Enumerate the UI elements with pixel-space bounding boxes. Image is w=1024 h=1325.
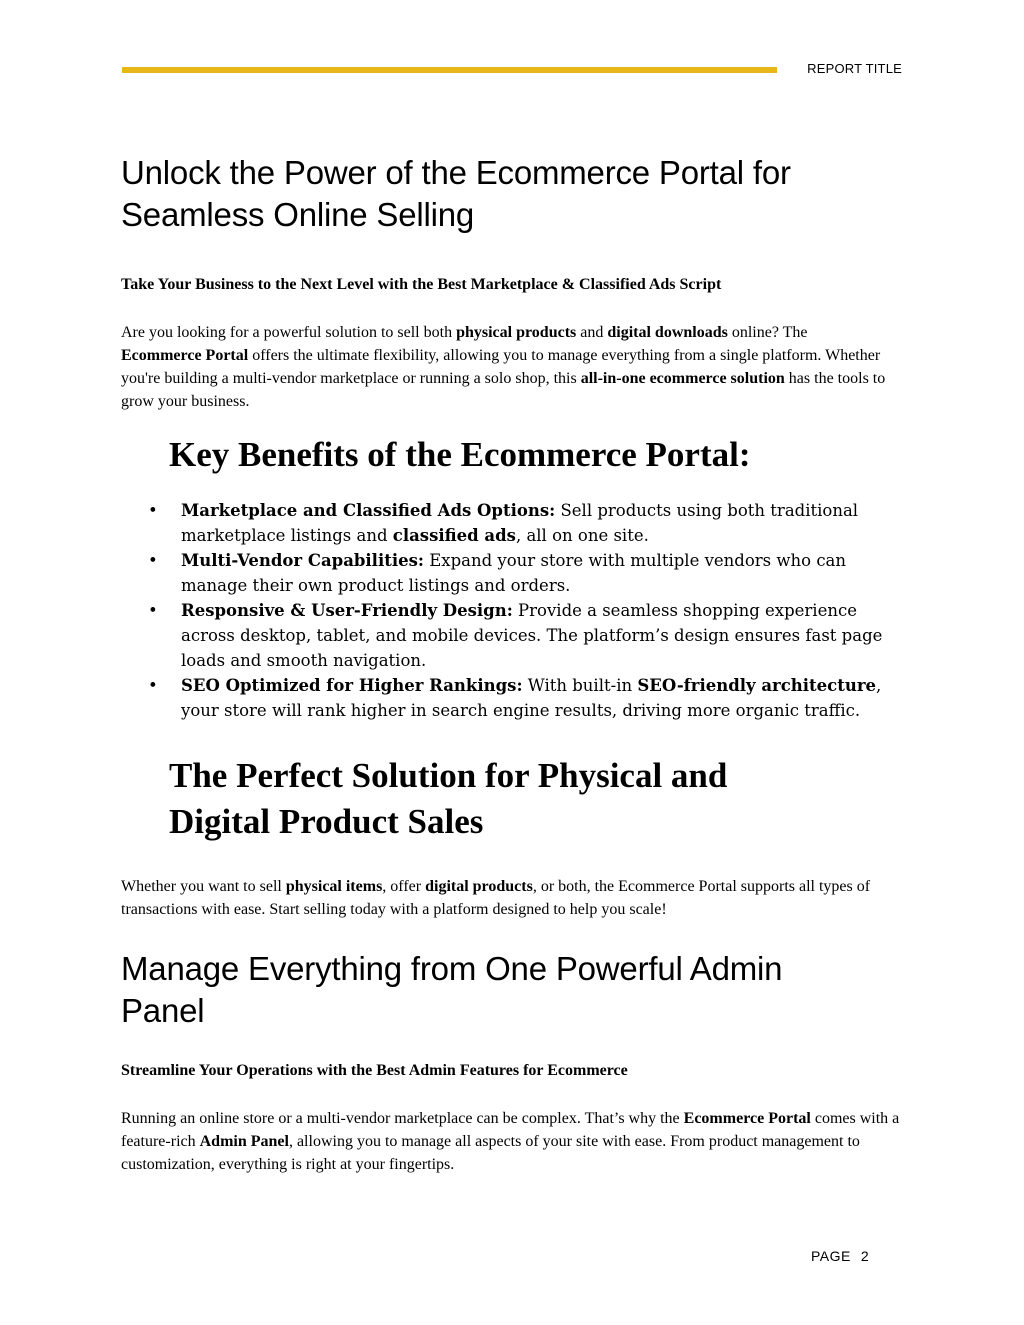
page-label: PAGE	[811, 1248, 851, 1264]
perfect-solution-paragraph	[121, 875, 901, 921]
benefit-item	[181, 598, 906, 673]
perfect-solution-heading: The Perfect Solution for Physical and Digital Product Sales	[169, 756, 728, 841]
intro-text: and	[576, 324, 608, 341]
benefit-bold: classified ads	[392, 526, 516, 545]
solution-bold: physical items	[285, 878, 383, 895]
solution-bold: digital products	[425, 878, 533, 895]
benefit-text: Sell products using both traditional marketplace listings and	[181, 501, 859, 545]
admin-text: comes with a feature-rich	[121, 1110, 900, 1150]
benefit-lead: Responsive & User-Friendly Design:	[181, 601, 513, 620]
intro-bold: digital downloads	[607, 324, 728, 341]
benefit-text: , your store will rank higher in search engine results, driving more organic traffic.	[181, 676, 882, 720]
benefit-lead: Marketplace and Classified Ads Options:	[181, 501, 556, 520]
intro-text: Are you looking for a powerful solution to sell both	[121, 324, 457, 341]
benefit-item	[181, 498, 906, 548]
solution-text: , or both, the Ecommerce Portal supports all types of transactions with ease. Start selling today with a platform designed to help you scale!	[121, 878, 871, 918]
benefit-text: With built-in	[522, 676, 638, 695]
section-title-unlock: Unlock the Power of the Ecommerce Portal for Seamless Online Selling	[121, 154, 791, 233]
benefit-lead: Multi-Vendor Capabilities:	[181, 551, 424, 570]
admin-paragraph	[121, 1107, 903, 1176]
solution-text: Whether you want to sell	[121, 878, 286, 895]
benefit-text: Expand your store with multiple vendors who can manage their own product listings and orders.	[181, 551, 847, 595]
admin-text: , allowing you to manage all aspects of your site with ease. From product management to customization, everything is right at your fingertips.	[121, 1133, 860, 1173]
benefit-lead: SEO Optimized for Higher Rankings:	[181, 676, 523, 695]
section-subtitle-streamline: Streamline Your Operations with the Best Admin Features for Ecommerce	[121, 1062, 628, 1079]
admin-bold: Ecommerce Portal	[683, 1110, 811, 1127]
benefit-text: Provide a seamless shopping experience across desktop, tablet, and mobile devices. The platform’s design ensures fast page loads and smooth navigation.	[181, 601, 883, 670]
section-title-admin-panel: Manage Everything from One Powerful Admin Panel	[121, 950, 783, 1029]
benefit-item	[181, 548, 906, 598]
benefits-list	[121, 498, 906, 723]
solution-text: , offer	[382, 878, 426, 895]
header-accent-bar	[122, 67, 777, 73]
benefit-bold: SEO-friendly architecture	[637, 676, 877, 695]
section-subtitle-next-level: Take Your Business to the Next Level with the Best Marketplace & Classified Ads Script	[121, 276, 722, 293]
page-content	[121, 152, 901, 1176]
admin-text: Running an online store or a multi-vendor marketplace can be complex. That’s why the	[121, 1110, 684, 1127]
intro-text: offers the ultimate flexibility, allowing you to manage everything from a single platform. Whether you're building a multi-vendor marketplace or running a solo shop, this	[121, 347, 881, 387]
key-benefits-heading: Key Benefits of the Ecommerce Portal:	[169, 435, 751, 474]
intro-text: has the tools to grow your business.	[121, 370, 886, 410]
report-title: REPORT TITLE	[807, 61, 902, 76]
page-number: 2	[860, 1248, 870, 1264]
benefit-text: , all on one site.	[515, 526, 649, 545]
intro-bold: physical products	[456, 324, 577, 341]
intro-bold: all-in-one ecommerce solution	[580, 370, 785, 387]
page-number-footer	[811, 1248, 869, 1264]
intro-paragraph	[121, 321, 886, 413]
intro-bold: Ecommerce Portal	[121, 347, 249, 364]
intro-text: online? The	[727, 324, 808, 341]
admin-bold: Admin Panel	[199, 1133, 289, 1150]
benefit-item	[181, 673, 906, 723]
